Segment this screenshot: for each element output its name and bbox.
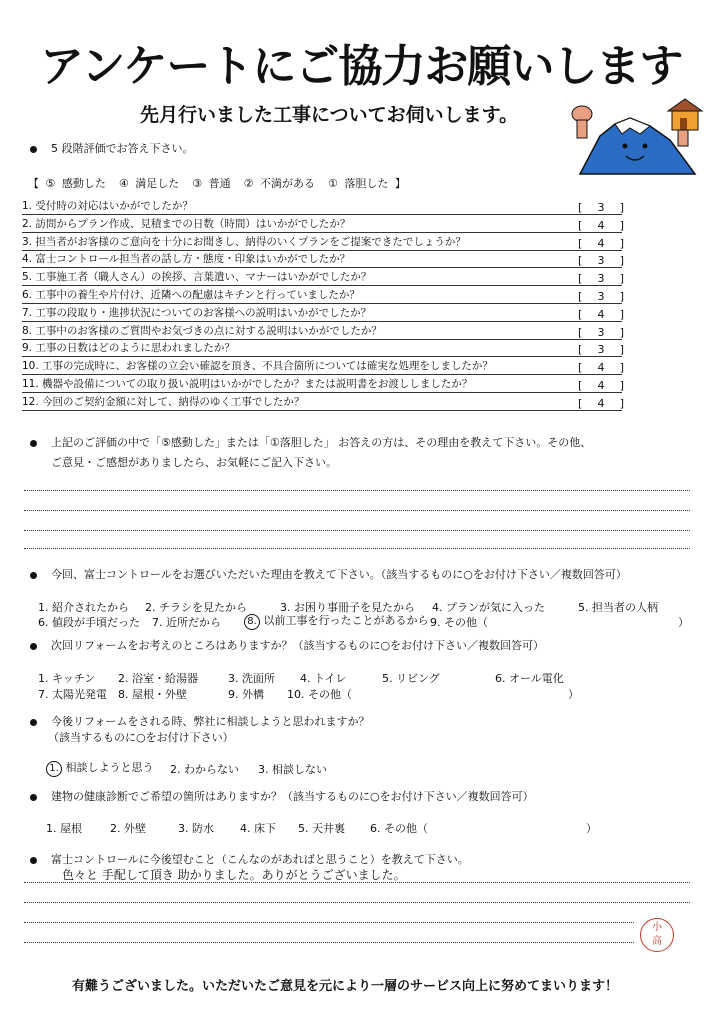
question-score[interactable]: [ 3 ]: [578, 272, 624, 285]
question-score[interactable]: [ 3 ]: [578, 326, 624, 339]
choice-reason-option[interactable]: 3. お困り事冊子を見たから: [280, 601, 415, 614]
next-reform-close: ）: [568, 688, 579, 701]
bullet-icon: [30, 572, 37, 579]
question-row: [22, 323, 622, 340]
choice-reason-option[interactable]: 2. チラシを見たから: [145, 601, 247, 614]
bullet-icon: [30, 794, 37, 801]
mascot-illustration: [560, 96, 710, 176]
question-row: [22, 340, 622, 357]
diagnosis-prompt: 建物の健康診断でご希望の箇所はありますか？（該当するものに○をお付け下さい／複数回答可）: [30, 788, 534, 804]
next-reform-option[interactable]: 1. キッチン: [38, 672, 96, 685]
question-score[interactable]: [ 3 ]: [578, 290, 624, 303]
question-text: 3. 担当者がお客様のご意向を十分にお聞きし、納得のいくプランをご提案できたでしょうか？: [22, 235, 466, 248]
next-reform-option[interactable]: 7. 太陽光発電: [38, 688, 107, 701]
answer-line[interactable]: [24, 942, 634, 943]
question-text: 4. 富士コントロール担当者の話し方・態度・印象はいかがでしたか？: [22, 253, 351, 266]
question-row: [22, 234, 622, 251]
question-score[interactable]: [ 4 ]: [578, 219, 624, 232]
diagnosis-option[interactable]: 3. 防水: [178, 822, 214, 835]
footer-message: 有難うございました。いただいたご意見を元により一層のサービス向上に努めてまいります！: [72, 979, 619, 994]
question-text: 7. 工事の段取り・進捗状況についてのお客様への説明はいかがでしたか？: [22, 306, 372, 319]
answer-line[interactable]: [24, 510, 690, 511]
question-score[interactable]: [ 3 ]: [578, 254, 624, 267]
rating-instruction: 5 段階評価でお答え下さい。: [30, 140, 194, 156]
selected-circle-icon: 1.: [46, 761, 62, 777]
question-score[interactable]: [ 4 ]: [578, 397, 624, 410]
question-text: 12. 今回のご契約金額に対して、納得のゆく工事でしたか？: [22, 395, 305, 408]
page-subtitle: 先月行いました工事についてお伺いします。: [140, 104, 519, 126]
next-reform-option[interactable]: 5. リビング: [382, 672, 440, 685]
bullet-icon: [30, 857, 37, 864]
reason-prompt-2: ご意見・ご感想がありましたら、お気軽にご記入下さい。: [51, 456, 337, 469]
diagnosis-option[interactable]: 4. 床下: [240, 822, 276, 835]
question-text: 1. 受付時の対応はいかがでしたか？: [22, 200, 193, 212]
question-row: [22, 305, 622, 322]
name-stamp: 小 高: [640, 918, 674, 952]
bullet-icon: [30, 643, 37, 650]
choice-reason-option[interactable]: 7. 近所だから: [152, 616, 221, 629]
question-row: [22, 216, 622, 233]
next-reform-option[interactable]: 10. その他（: [287, 688, 352, 701]
diagnosis-option[interactable]: 6. その他（: [370, 822, 428, 835]
next-reform-option[interactable]: 3. 洗面所: [228, 672, 275, 685]
answer-line[interactable]: [24, 922, 634, 923]
choice-reason-option[interactable]: 9. その他（: [430, 616, 488, 629]
question-text: 9. 工事の日数はどのように思われましたか？: [22, 342, 235, 355]
answer-line[interactable]: [24, 902, 690, 903]
question-row: [22, 198, 622, 215]
question-score[interactable]: [ 4 ]: [578, 379, 624, 392]
question-score[interactable]: [ 4 ]: [578, 308, 624, 321]
diagnosis-close: ）: [586, 822, 597, 835]
choice-reason-option[interactable]: 1. 紹介されたから: [38, 601, 129, 614]
next-reform-option[interactable]: 9. 外構: [228, 688, 264, 701]
selected-circle-icon: 8.: [244, 614, 260, 630]
choice-reason-prompt: 今回、富士コントロールをお選びいただいた理由を教えて下さい。（該当するものに○をお付け下さい／複数回答可）: [30, 566, 627, 582]
answer-line[interactable]: [24, 548, 690, 549]
question-text: 11. 機器や設備についての取り扱い説明はいかがでしたか？または説明書をお渡ししましたか？: [22, 378, 473, 390]
next-reform-option[interactable]: 2. 浴室・給湯器: [118, 672, 198, 685]
wishes-prompt: 富士コントロールに今後望むこと（こんなのがあればと思うこと）を教えて下さい。: [30, 851, 469, 867]
bullet-icon: [30, 719, 37, 726]
consult-option[interactable]: 3. 相談しない: [258, 763, 327, 776]
diagnosis-option[interactable]: 1. 屋根: [46, 822, 82, 835]
diagnosis-option[interactable]: 5. 天井裏: [298, 822, 345, 835]
rating-scale: 【 ⑤ 感動した ④ 満足した ③ 普通 ② 不満がある ① 落胆した 】: [28, 177, 406, 190]
consult-prompt: 今後リフォームをされる時、弊社に相談しようと思われますか？: [30, 713, 369, 729]
answer-line[interactable]: [24, 530, 690, 531]
next-reform-option[interactable]: 6. オール電化: [495, 672, 564, 685]
question-row: [22, 394, 622, 411]
question-text: 2. 訪問からプラン作成、見積までの日数（時間）はいかがでしたか？: [22, 217, 351, 230]
question-score[interactable]: [ 4 ]: [578, 237, 624, 250]
choice-reason-option[interactable]: 4. プランが気に入った: [432, 601, 545, 614]
question-text: 10. 工事の完成時に、お客様の立会い確認を頂き、不具合箇所については確実な処理をしましたか？: [22, 360, 493, 373]
consult-option-selected[interactable]: 1. 相談しようと思う: [46, 759, 154, 777]
question-row: [22, 358, 622, 375]
bullet-icon: [30, 146, 37, 153]
reason-prompt: 上記のご評価の中で「⑤感動した」または「①落胆した」 お答えの方は、その理由を教えて下さい。その他、: [30, 434, 591, 450]
question-score[interactable]: [ 3 ]: [578, 201, 624, 214]
consult-option[interactable]: 2. わからない: [170, 763, 239, 776]
diagnosis-option[interactable]: 2. 外壁: [110, 822, 146, 835]
next-reform-option[interactable]: 8. 屋根・外壁: [118, 688, 187, 701]
question-text: 6. 工事中の養生や片付け、近隣への配慮はキチンと行っていましたか？: [22, 289, 360, 301]
next-reform-prompt: 次回リフォームをお考えのところはありますか？（該当するものに○をお付け下さい／複数回答可）: [30, 637, 544, 653]
handwritten-answer: 色々と 手配して頂き 助かりました。ありがとうございました。: [62, 868, 406, 882]
question-text: 5. 工事施工者（職人さん）の挨拶、言葉遣い、マナーはいかがでしたか？: [22, 271, 372, 284]
choice-reason-option-selected[interactable]: 8. 以前工事を行ったことがあるから: [244, 612, 429, 630]
answer-line[interactable]: [24, 490, 690, 491]
choice-reason-option[interactable]: 5. 担当者の人柄: [578, 601, 658, 614]
answer-line[interactable]: [24, 882, 690, 883]
question-row: [22, 269, 622, 286]
question-score[interactable]: [ 3 ]: [578, 343, 624, 356]
bullet-icon: [30, 440, 37, 447]
question-score[interactable]: [ 4 ]: [578, 361, 624, 374]
page-title: アンケートにご協力お願いします: [40, 41, 683, 92]
question-text: 8. 工事中のお客様のご質問やお気づきの点に対する説明はいかがでしたか？: [22, 324, 382, 337]
question-row: [22, 287, 622, 304]
question-row: [22, 251, 622, 268]
consult-prompt-2: （該当するものに○をお付け下さい）: [48, 731, 234, 744]
choice-reason-option[interactable]: 6. 値段が手頃だった: [38, 616, 140, 629]
next-reform-option[interactable]: 4. トイレ: [300, 672, 347, 685]
choice-reason-close: ）: [678, 616, 689, 629]
question-row: [22, 376, 622, 393]
